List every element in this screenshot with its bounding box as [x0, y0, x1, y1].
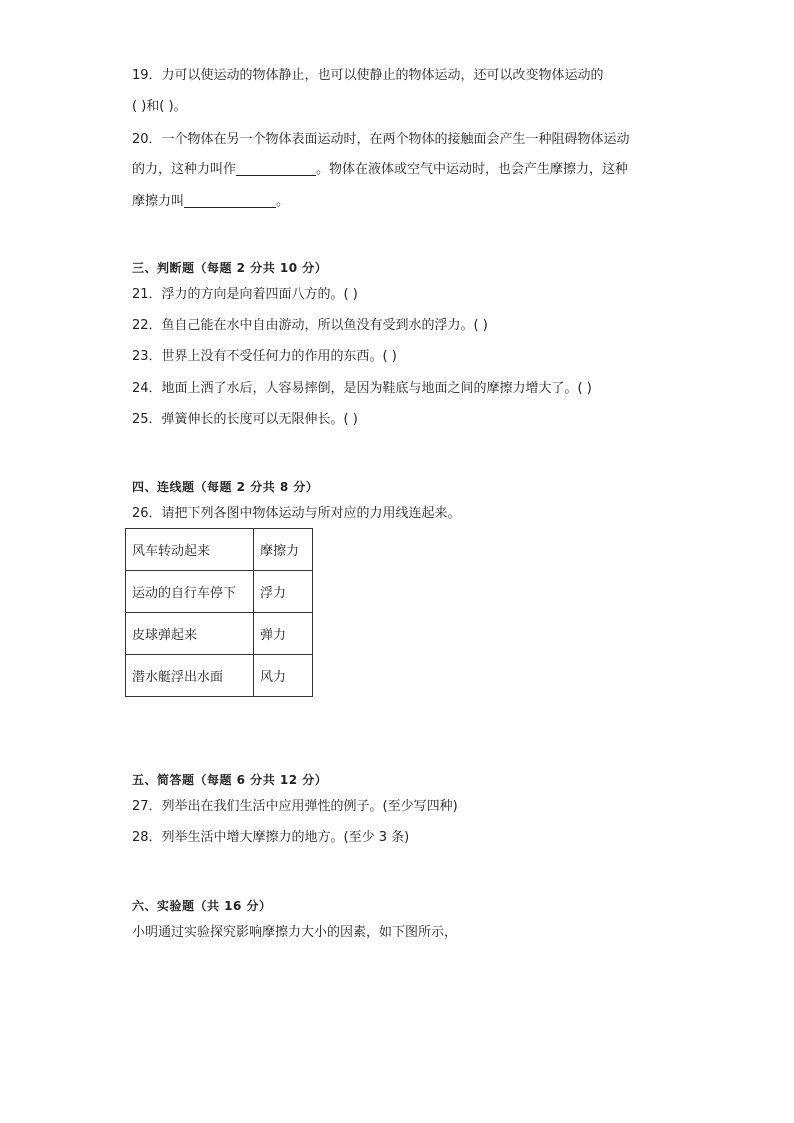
q28: 28．列举生活中增大摩擦力的地方。(至少 3 条)	[132, 830, 410, 845]
motion-cell[interactable]: 潜水艇浮出水面	[126, 655, 254, 697]
section-4-title: 四、连线题（每题 2 分共 8 分）	[132, 480, 319, 494]
force-cell[interactable]: 浮力	[254, 571, 313, 613]
q20-line3	[132, 193, 289, 211]
q20-line2	[132, 161, 628, 179]
table-row	[126, 655, 313, 697]
section-6-title: 六、实验题（共 16 分）	[132, 899, 272, 913]
q20-line1: 20．一个物体在另一个物体表面运动时，在两个物体的接触面会产生一种阻碍物体运动	[132, 132, 630, 147]
table-row	[126, 571, 313, 613]
section-6-intro: 小明通过实验探究影响摩擦力大小的因素，如下图所示，	[132, 925, 458, 940]
table-row	[126, 529, 313, 571]
q20-line2-part1: 的力，这种力叫作	[132, 162, 237, 177]
matching-table	[125, 528, 313, 697]
q25: 25．弹簧伸长的长度可以无限伸长。( )	[132, 412, 358, 427]
table-row	[126, 613, 313, 655]
q20-line2-part2: 。物体在液体或空气中运动时，也会产生摩擦力，这种	[316, 162, 629, 177]
motion-cell[interactable]: 风车转动起来	[126, 529, 254, 571]
force-cell[interactable]: 风力	[254, 655, 313, 697]
motion-cell[interactable]: 皮球弹起来	[126, 613, 254, 655]
q19-line1: 19．力可以使运动的物体静止，也可以使静止的物体运动，还可以改变物体运动的	[132, 68, 604, 83]
q26: 26．请把下列各图中物体运动与所对应的力用线连起来。	[132, 506, 461, 521]
q22: 22．鱼自己能在水中自由游动，所以鱼没有受到水的浮力。( )	[132, 318, 488, 333]
answer-blank[interactable]	[184, 193, 276, 208]
q27: 27．列举出在我们生活中应用弹性的例子。(至少写四种)	[132, 799, 458, 814]
section-3-title: 三、判断题（每题 2 分共 10 分）	[132, 261, 328, 275]
q24: 24．地面上洒了水后，人容易摔倒，是因为鞋底与地面之间的摩擦力增大了。( )	[132, 381, 592, 396]
q23: 23．世界上没有不受任何力的作用的东西。( )	[132, 349, 397, 364]
force-cell[interactable]: 摩擦力	[254, 529, 313, 571]
force-cell[interactable]: 弹力	[254, 613, 313, 655]
answer-blank[interactable]	[236, 161, 316, 176]
section-5-title: 五、简答题（每题 6 分共 12 分）	[132, 773, 328, 787]
q21: 21．浮力的方向是向着四面八方的。( )	[132, 287, 358, 302]
q20-line3-part1: 摩擦力叫	[132, 194, 185, 209]
q19-line2: ( )和( )。	[132, 99, 187, 114]
q20-line3-part2: 。	[276, 194, 290, 209]
motion-cell[interactable]: 运动的自行车停下	[126, 571, 254, 613]
